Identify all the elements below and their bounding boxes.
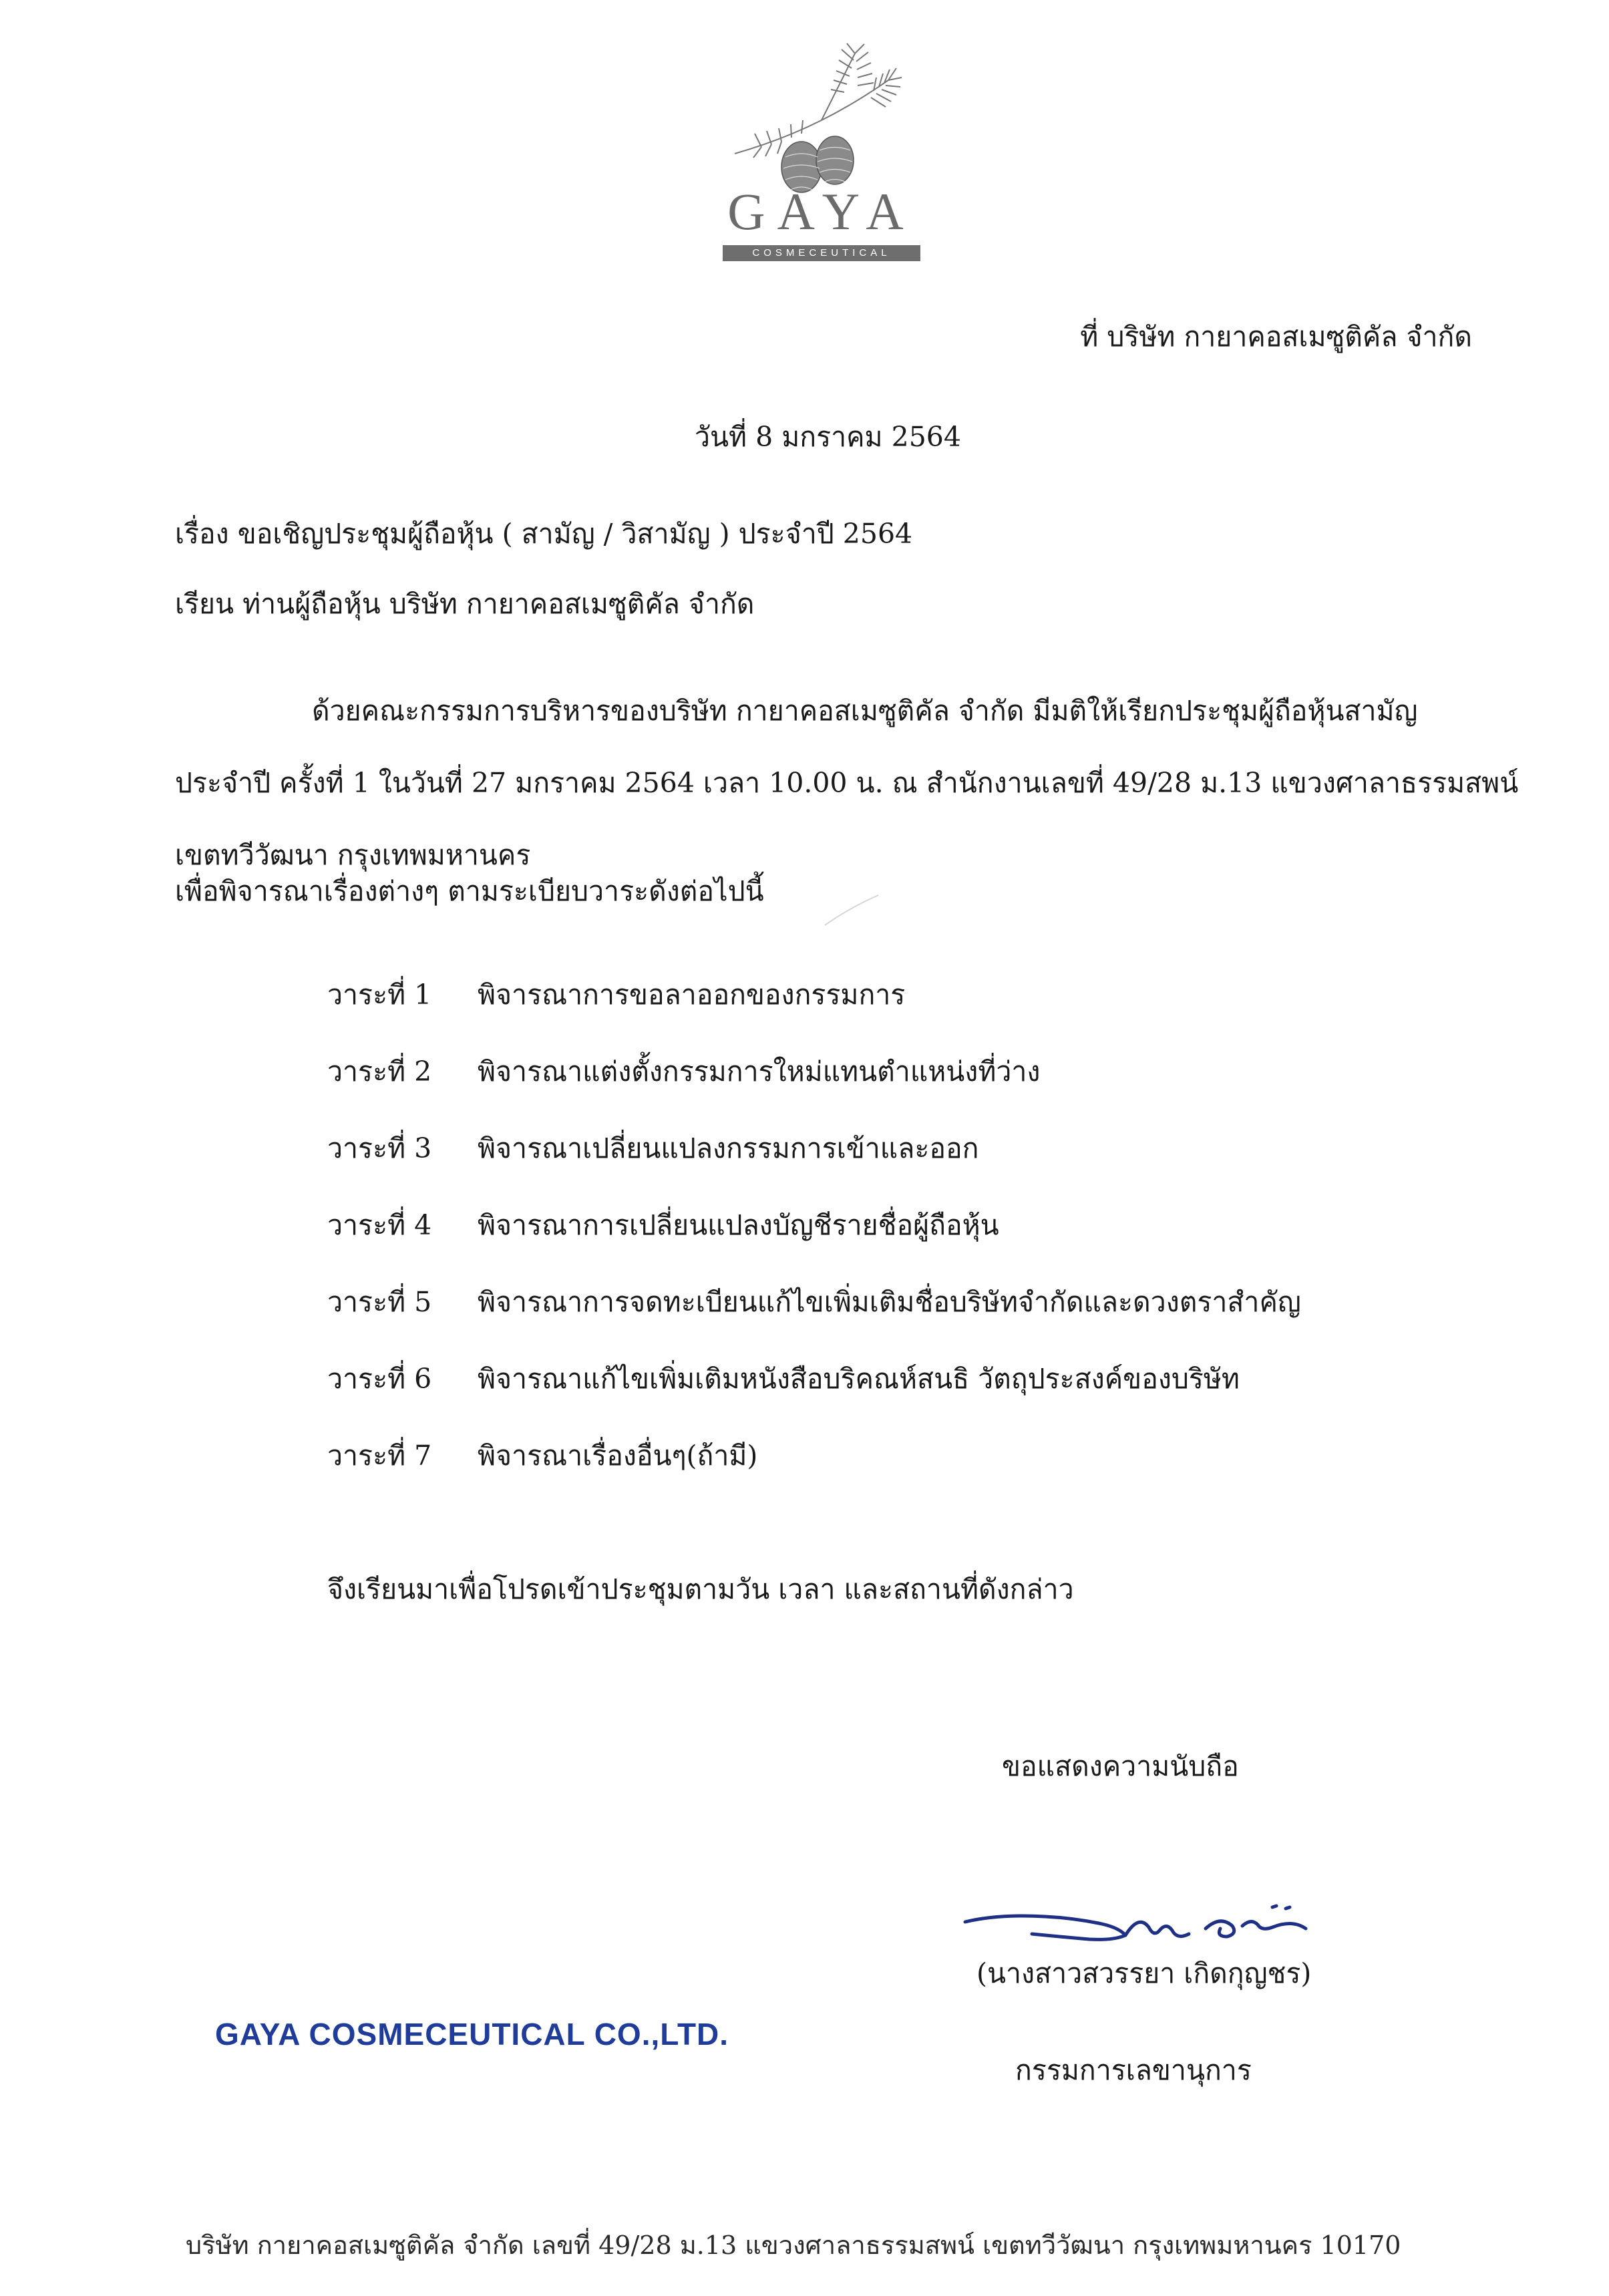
letter-closing: จึงเรียนมาเพื่อโปรดเข้าประชุมตามวัน เวลา และสถานที่ดังกล่าว	[327, 1573, 1074, 1605]
scan-mark	[822, 888, 882, 929]
logo-wordmark: GAYA	[727, 182, 916, 240]
letter-regards: ขอแสดงความนับถือ	[1002, 1750, 1239, 1782]
body-line: ประจำปี ครั้งที่ 1 ในวันที่ 27 มกราคม 2564 เวลา 10.00 น. ณ สำนักงานเลขที่ 49/28 ม.13 แขวงศาลาธรรมสพน์	[175, 767, 1519, 799]
agenda-text: พิจารณาการจดทะเบียนแก้ไขเพิ่มเติมชื่อบริษัทจำกัดและดวงตราสำคัญ	[478, 1286, 1301, 1318]
letter-body-paragraph	[175, 675, 1519, 891]
agenda-number: วาระที่ 6	[327, 1363, 432, 1395]
body-line: เขตทวีวัฒนา กรุงเทพมหานคร	[175, 839, 531, 871]
agenda-text: พิจารณาเปลี่ยนแปลงกรรมการเข้าและออก	[478, 1132, 979, 1164]
logo-tagline: COSMECEUTICAL	[723, 245, 920, 261]
agenda-number: วาระที่ 3	[327, 1132, 432, 1164]
letter-from: ที่ บริษัท กายาคอสเมซูติคัล จำกัด	[1080, 321, 1472, 353]
agenda-text: พิจารณาการขอลาออกของกรรมการ	[478, 979, 906, 1011]
signer-name: (นางสาวสวรรยา เกิดกุญชร)	[976, 1957, 1312, 1989]
handwritten-signature-icon	[958, 1887, 1319, 1967]
letter-recipient: เรียน ท่านผู้ถือหุ้น บริษัท กายาคอสเมซูติคัล จำกัด	[175, 588, 755, 620]
signer-position: กรรมการเลขานุการ	[1015, 2054, 1252, 2086]
letter-purpose: เพื่อพิจารณาเรื่องต่างๆ ตามระเบียบวาระดังต่อไปนี้	[175, 875, 764, 907]
agenda-text: พิจารณาเรื่องอื่นๆ(ถ้ามี)	[478, 1440, 758, 1472]
agenda-number: วาระที่ 7	[327, 1440, 432, 1472]
agenda-number: วาระที่ 2	[327, 1055, 432, 1088]
agenda-number: วาระที่ 1	[327, 979, 432, 1011]
letter-subject: เรื่อง ขอเชิญประชุมผู้ถือหุ้น ( สามัญ / วิสามัญ ) ประจำปี 2564	[175, 518, 913, 550]
agenda-number: วาระที่ 5	[327, 1286, 432, 1318]
body-line: ด้วยคณะกรรมการบริหารของบริษัท กายาคอสเมซูติคัล จำกัด มีมติให้เรียกประชุมผู้ถือหุ้นสามัญ	[312, 695, 1418, 727]
agenda-text: พิจารณาการเปลี่ยนแปลงบัญชีรายชื่อผู้ถือหุ้น	[478, 1209, 999, 1241]
footer-address: บริษัท กายาคอสเมซูติคัล จำกัด เลขที่ 49/28 ม.13 แขวงศาลาธรรมสพน์ เขตทวีวัฒนา กรุงเทพมหานคร 10170	[186, 2231, 1401, 2260]
agenda-text: พิจารณาแต่งตั้งกรรมการใหม่แทนตำแหน่งที่ว่าง	[478, 1055, 1041, 1088]
letter-date: วันที่ 8 มกราคม 2564	[695, 421, 961, 453]
agenda-text: พิจารณาแก้ไขเพิ่มเติมหนังสือบริคณห์สนธิ วัตถุประสงค์ของบริษัท	[478, 1363, 1240, 1395]
agenda-number: วาระที่ 4	[327, 1209, 432, 1241]
company-stamp: GAYA COSMECEUTICAL CO.,LTD.	[215, 2017, 729, 2052]
